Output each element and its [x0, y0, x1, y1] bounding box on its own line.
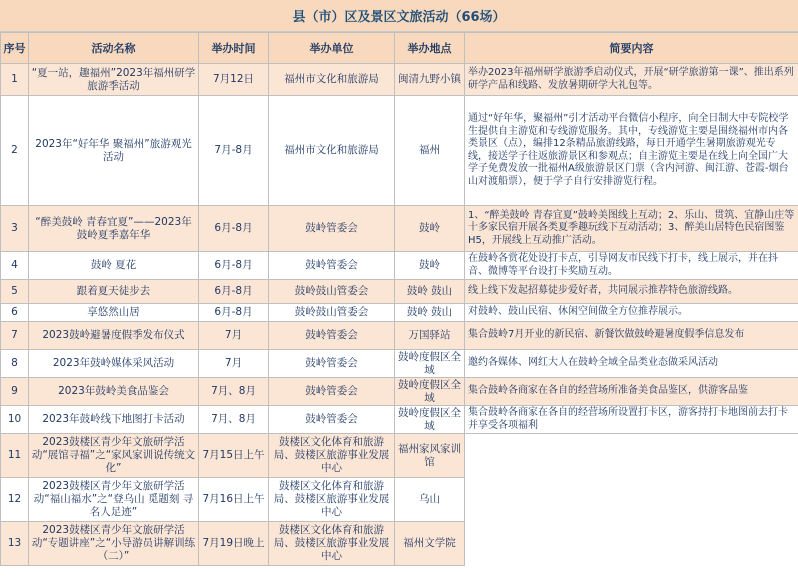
cell-place: 万国驿站: [395, 322, 465, 350]
cell-desc: 线上线下发起招募徒步爱好者，共同展示推荐特色旅游线路。: [465, 280, 798, 304]
cell-time: 7月19日晚上: [199, 522, 269, 566]
cell-no: 11: [1, 434, 29, 478]
table-row: [1, 522, 798, 566]
header-row: [1, 33, 798, 64]
cell-name: “夏一站，趣福州”2023年福州研学旅游季活动: [29, 64, 199, 96]
activity-table: [0, 32, 798, 566]
cell-time: 7月、8月: [199, 378, 269, 406]
cell-place: 福州: [395, 96, 465, 206]
cell-place: 鼓岭 鼓山: [395, 280, 465, 304]
cell-org: 鼓楼区文化体育和旅游局、鼓楼区旅游事业发展中心: [269, 522, 395, 566]
sheet-title: 县（市）区及景区文旅活动（66场）: [0, 0, 798, 32]
cell-no: 2: [1, 96, 29, 206]
cell-org: 福州市文化和旅游局: [269, 64, 395, 96]
table-row: [1, 280, 798, 304]
cell-place: 鼓岭: [395, 206, 465, 252]
table-row: [1, 206, 798, 252]
cell-time: 6月-8月: [199, 304, 269, 322]
cell-place: 乌山: [395, 478, 465, 522]
cell-time: 7月-8月: [199, 96, 269, 206]
table-row: [1, 350, 798, 378]
cell-time: 7月15日上午: [199, 434, 269, 478]
header-time: 举办时间: [199, 33, 269, 64]
cell-desc: 举办2023年福州研学旅游季启动仪式，开展“研学旅游第一课”、推出系列研学产品和线路、发放暑期研学大礼包等。: [465, 64, 798, 96]
cell-org: 鼓楼区文化体育和旅游局、鼓楼区旅游事业发展中心: [269, 434, 395, 478]
cell-time: 7月: [199, 322, 269, 350]
cell-name: 享悠然山居: [29, 304, 199, 322]
cell-org: 鼓岭鼓山管委会: [269, 304, 395, 322]
cell-name: 2023年鼓岭美食品鉴会: [29, 378, 199, 406]
cell-name: 2023鼓楼区青少年文旅研学活动“专题讲座”之“小导游员讲解训练（二）”: [29, 522, 199, 566]
cell-desc: 邀约各媒体、网红大人在鼓岭全域全品类业态做采风活动: [465, 350, 798, 378]
table-row: [1, 478, 798, 522]
cell-no: 7: [1, 322, 29, 350]
cell-no: 4: [1, 252, 29, 280]
cell-no: 1: [1, 64, 29, 96]
cell-org: 鼓岭鼓山管委会: [269, 280, 395, 304]
cell-time: 7月16日上午: [199, 478, 269, 522]
cell-no: 3: [1, 206, 29, 252]
cell-place: 鼓岭度假区全域: [395, 378, 465, 406]
cell-desc: 集合鼓岭7月开业的新民宿、新餐饮做鼓岭避暑度假季信息发布: [465, 322, 798, 350]
header-no: 序号: [1, 33, 29, 64]
cell-no: 12: [1, 478, 29, 522]
cell-place: 闽清九野小镇: [395, 64, 465, 96]
cell-place: 鼓岭 鼓山: [395, 304, 465, 322]
cell-name: 2023鼓岭避暑度假季发布仪式: [29, 322, 199, 350]
cell-org: 鼓岭管委会: [269, 206, 395, 252]
cell-desc: 1、“醉美鼓岭 青春宜夏”鼓岭美图线上互动；2、乐山、贯筑、宜静山庄等十多家民宿开展各类夏季趣玩线下互动活动；3、醉美山居特色民宿图鉴H5，开展线上互动推广活动。: [465, 206, 798, 252]
cell-no: 8: [1, 350, 29, 378]
cell-org: 福州市文化和旅游局: [269, 96, 395, 206]
table-row: [1, 64, 798, 96]
header-place: 举办地点: [395, 33, 465, 64]
cell-desc: 通过“好年华，聚福州”引才活动平台微信小程序，向全日制大中专院校学生提供自主游览和专线游览服务。其中，专线游览主要是围绕福州市内各类景区（点），编排12条精品旅游线路，每日开通学生暑期旅游观光专线，接送学子往返旅游景区和参观点；自主游览主要是在线上向全国广大学子免费发放一批福州A级旅游景区门票（含内河游、闽江游、苍霞-烟台山对渡船票），便于学子自行安排游览行程。: [465, 96, 798, 206]
cell-no: 9: [1, 378, 29, 406]
table-row: [1, 434, 798, 478]
table-row: [1, 96, 798, 206]
cell-name: 2023鼓楼区青少年文旅研学活动“福山福水”之“登乌山 觅题刻 寻名人足迹”: [29, 478, 199, 522]
table-row: [1, 378, 798, 406]
table-row: [1, 322, 798, 350]
cell-org: 鼓楼区文化体育和旅游局、鼓楼区旅游事业发展中心: [269, 478, 395, 522]
cell-no: 10: [1, 406, 29, 434]
cell-time: 6月-8月: [199, 206, 269, 252]
cell-name: 鼓岭 夏花: [29, 252, 199, 280]
cell-org: 鼓岭管委会: [269, 406, 395, 434]
cell-org: 鼓岭管委会: [269, 252, 395, 280]
cell-desc: [465, 522, 798, 566]
cell-desc: [465, 478, 798, 522]
cell-place: 福州文学院: [395, 522, 465, 566]
cell-time: 6月-8月: [199, 252, 269, 280]
cell-place: 鼓岭度假区全域: [395, 350, 465, 378]
cell-place: 鼓岭度假区全域: [395, 406, 465, 434]
cell-name: “醉美鼓岭 青春宜夏”——2023年鼓岭夏季嘉年华: [29, 206, 199, 252]
cell-time: 7月、8月: [199, 406, 269, 434]
header-org: 举办单位: [269, 33, 395, 64]
cell-org: 鼓岭管委会: [269, 378, 395, 406]
cell-name: 2023鼓楼区青少年文旅研学活动“展馆寻福”之“家风家训说传统文化”: [29, 434, 199, 478]
cell-place: 福州家风家训馆: [395, 434, 465, 478]
cell-time: 7月12日: [199, 64, 269, 96]
cell-name: 跟着夏天徒步去: [29, 280, 199, 304]
cell-place: 鼓岭: [395, 252, 465, 280]
cell-desc: 集合鼓岭各商家在各自的经营场所准备美食品鉴区，供游客品鉴: [465, 378, 798, 406]
table-row: [1, 252, 798, 280]
cell-name: 2023年“好年华 聚福州”旅游观光活动: [29, 96, 199, 206]
cell-no: 6: [1, 304, 29, 322]
header-desc: 简要内容: [465, 33, 798, 64]
cell-no: 13: [1, 522, 29, 566]
cell-no: 5: [1, 280, 29, 304]
table-row: [1, 406, 798, 434]
cell-name: 2023年鼓岭媒体采风活动: [29, 350, 199, 378]
cell-time: 7月: [199, 350, 269, 378]
cell-desc: [465, 434, 798, 478]
cell-org: 鼓岭管委会: [269, 350, 395, 378]
cell-org: 鼓岭管委会: [269, 322, 395, 350]
cell-desc: 对鼓岭、鼓山民宿、休闲空间做全方位推荐展示。: [465, 304, 798, 322]
cell-name: 2023年鼓岭线下地图打卡活动: [29, 406, 199, 434]
cell-time: 6月-8月: [199, 280, 269, 304]
header-name: 活动名称: [29, 33, 199, 64]
cell-desc: 集合鼓岭各商家在各自的经营场所设置打卡区，游客持打卡地图前去打卡并享受各项福利: [465, 406, 798, 434]
cell-desc: 在鼓岭各赏花处设打卡点，引导网友市民线下打卡，线上展示，并在抖音、微博等平台设打卡奖励互动。: [465, 252, 798, 280]
table-row: [1, 304, 798, 322]
